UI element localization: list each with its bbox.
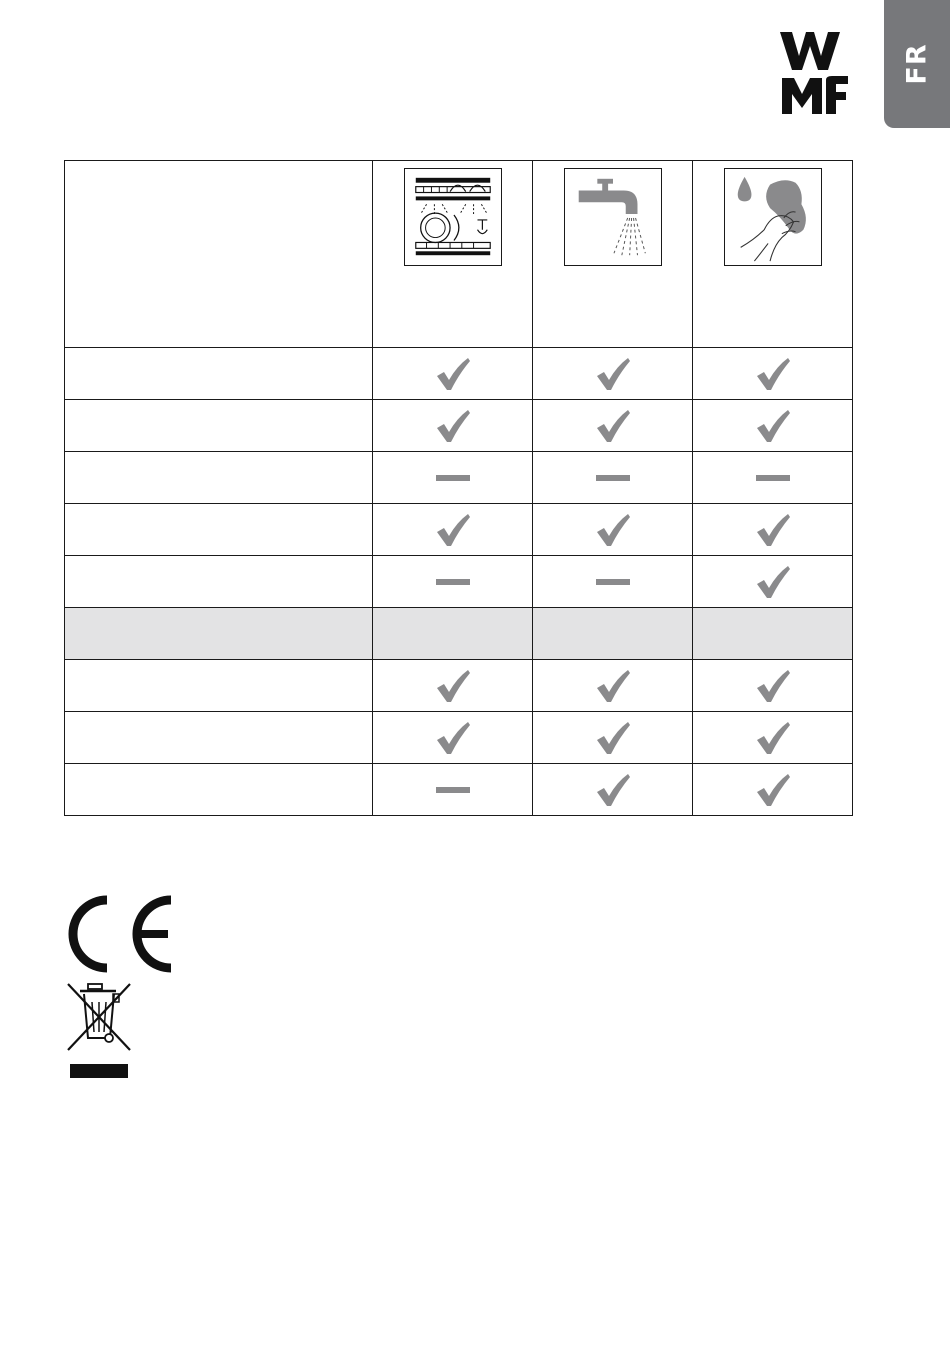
wmf-logo [776, 28, 852, 118]
care-row-label [65, 504, 373, 556]
care-row [65, 504, 853, 556]
care-cell [533, 556, 693, 608]
care-cell [693, 452, 853, 504]
language-tab[interactable] [884, 0, 950, 128]
empty-mark [435, 616, 471, 652]
checkmark-icon [595, 356, 631, 392]
care-row [65, 452, 853, 504]
method-dishwasher [373, 161, 533, 348]
dash-icon [435, 460, 471, 496]
care-row-label [65, 348, 373, 400]
care-row-label [65, 556, 373, 608]
hand-wipe-cloth-icon [724, 168, 822, 266]
checkmark-icon [595, 512, 631, 548]
care-row-label [65, 712, 373, 764]
care-cell [693, 660, 853, 712]
checkmark-icon [755, 720, 791, 756]
dash-icon [755, 460, 791, 496]
method-running-water [533, 161, 693, 348]
checkmark-icon [595, 720, 631, 756]
care-row-label [65, 608, 373, 660]
weee-crossed-bin-icon [64, 980, 136, 1080]
care-cell [533, 608, 693, 660]
care-cell [373, 400, 533, 452]
care-cell [373, 452, 533, 504]
care-cell [373, 348, 533, 400]
dash-icon [595, 564, 631, 600]
care-cell [373, 660, 533, 712]
checkmark-icon [755, 408, 791, 444]
checkmark-icon [435, 512, 471, 548]
care-cell [693, 400, 853, 452]
care-row-label [65, 764, 373, 816]
care-cell [533, 660, 693, 712]
care-cell [533, 400, 693, 452]
empty-mark [595, 616, 631, 652]
care-row [65, 660, 853, 712]
care-row [65, 556, 853, 608]
checkmark-icon [435, 668, 471, 704]
empty-mark [755, 616, 791, 652]
ce-mark-icon [64, 894, 174, 974]
dash-icon [435, 564, 471, 600]
care-cell [373, 764, 533, 816]
care-row [65, 400, 853, 452]
care-row-label [65, 400, 373, 452]
checkmark-icon [595, 408, 631, 444]
header-empty-cell [65, 161, 373, 348]
care-row [65, 712, 853, 764]
care-row [65, 608, 853, 660]
language-code: FR [901, 43, 933, 85]
care-cell [693, 556, 853, 608]
care-cell [533, 764, 693, 816]
care-cell [373, 556, 533, 608]
care-row [65, 764, 853, 816]
care-cell [693, 504, 853, 556]
checkmark-icon [755, 512, 791, 548]
checkmark-icon [755, 564, 791, 600]
checkmark-icon [755, 772, 791, 808]
care-row-label [65, 660, 373, 712]
running-water-tap-icon [564, 168, 662, 266]
care-table [64, 160, 853, 816]
checkmark-icon [435, 408, 471, 444]
checkmark-icon [755, 356, 791, 392]
checkmark-icon [755, 668, 791, 704]
care-cell [533, 452, 693, 504]
checkmark-icon [435, 720, 471, 756]
dash-icon [595, 460, 631, 496]
method-header-row [65, 161, 853, 348]
checkmark-icon [595, 668, 631, 704]
care-cell [693, 764, 853, 816]
dash-icon [435, 772, 471, 808]
care-cell [533, 504, 693, 556]
care-cell [693, 348, 853, 400]
care-cell [373, 608, 533, 660]
care-cell [373, 504, 533, 556]
dishwasher-icon [404, 168, 502, 266]
checkmark-icon [595, 772, 631, 808]
care-row [65, 348, 853, 400]
method-hand-wipe [693, 161, 853, 348]
care-cell [533, 348, 693, 400]
care-cell [533, 712, 693, 764]
checkmark-icon [435, 356, 471, 392]
care-cell [373, 712, 533, 764]
care-cell [693, 712, 853, 764]
care-row-label [65, 452, 373, 504]
care-cell [693, 608, 853, 660]
